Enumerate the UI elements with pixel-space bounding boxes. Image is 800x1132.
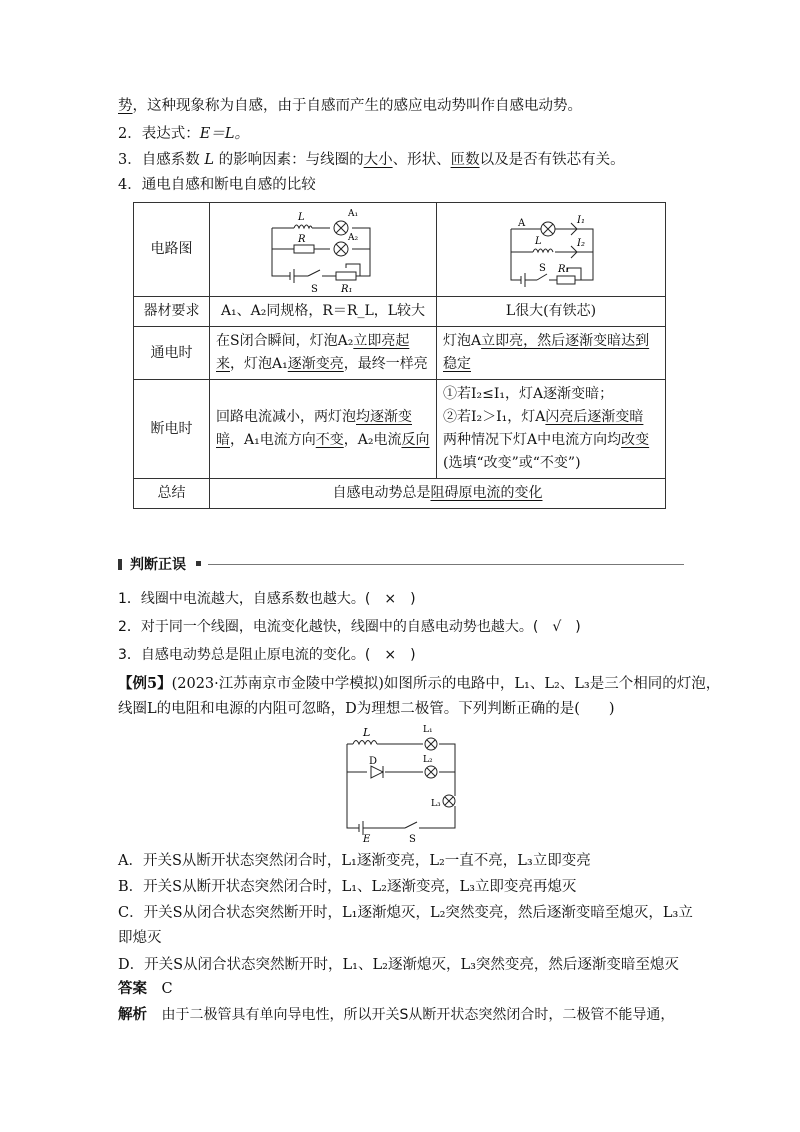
underlined-text: 均逐渐变暗 <box>216 409 412 448</box>
underlined-text: 立即亮，然后逐渐变暗达到稳定 <box>443 333 650 372</box>
text: ①若I₂≤I₁，灯A逐渐变暗； <box>443 386 614 402</box>
text: 4．通电自感和断电自感的比较 <box>118 177 316 193</box>
text: 自感电动势总是 <box>332 485 431 501</box>
underlined-text: 势 <box>118 98 133 114</box>
formula: E＝L。 <box>199 126 249 142</box>
judge-item-2: 2．对于同一个线圈，电流变化越快，线圈中的自感电动势也越大。( √ ) <box>118 619 581 635</box>
circuit-diagram-1 <box>210 204 436 296</box>
text: (选填“改变”或“不变”) <box>443 455 581 471</box>
comparison-table <box>133 202 666 509</box>
text: 回路电流减小，两灯泡 <box>216 409 356 425</box>
text: ，A₂电流 <box>343 432 402 448</box>
text: 2．表达式： <box>118 126 200 142</box>
diode <box>371 766 383 778</box>
analysis-label: 解析 <box>118 1007 147 1023</box>
underlined-text: 大小 <box>363 152 393 168</box>
label-S: S <box>539 262 546 274</box>
req-left: A₁、A₂同规格，R＝R_L，L较大 <box>210 297 437 327</box>
label-L2: L₂ <box>423 755 433 765</box>
table-row <box>134 203 666 297</box>
answer-line <box>118 979 173 999</box>
off-right <box>437 380 666 479</box>
label-A: A <box>518 217 526 229</box>
underlined-text: 阻碍原电流的变化 <box>430 485 543 501</box>
example-source: (2023·江苏南京市金陵中学模拟) <box>171 676 384 692</box>
req-right: L很大(有铁芯) <box>437 297 666 327</box>
rheostat <box>336 272 356 280</box>
text: ，最终一样亮 <box>343 356 428 372</box>
resistor-r <box>294 245 314 253</box>
heading-bar-icon <box>118 559 122 570</box>
option-d: D．开关S从闭合状态突然断开时，L₁、L₂逐渐熄灭，L₃突然变亮，然后逐渐变暗至熄灭 <box>118 957 679 973</box>
text: 以及是否有铁芯有关。 <box>479 152 625 168</box>
section-title: 判断正误 <box>130 557 186 573</box>
example-line-1 <box>118 674 720 694</box>
circuit-diagram-cell <box>437 203 666 297</box>
intro-item-2 <box>118 124 249 144</box>
rheostat <box>557 276 575 284</box>
label-L3: L₃ <box>431 799 441 809</box>
label-L: L <box>535 235 542 247</box>
label-R: R <box>298 233 306 245</box>
analysis-line <box>118 1005 674 1025</box>
circuit-diagram-2 <box>437 204 665 296</box>
divider <box>208 564 684 565</box>
battery <box>290 269 294 283</box>
symbol: L <box>204 152 214 168</box>
on-right <box>437 327 666 380</box>
intro-line-1 <box>118 96 582 116</box>
table-row <box>134 327 666 380</box>
text: 的影响因素：与线圈的 <box>218 152 364 168</box>
judge-item-1: 1．线圈中电流越大，自感系数也越大。( × ) <box>118 591 416 607</box>
intro-item-3 <box>118 150 625 170</box>
underlined-text: 改变 <box>621 432 650 448</box>
example-tag: 【例5】 <box>118 675 172 692</box>
example-line-2: 线圈L的电阻和电源的内阻可忽略，D为理想二极管。下列判断正确的是( ) <box>118 701 615 717</box>
analysis-text: 由于二极管具有单向导电性，所以开关S从断开状态突然闭合时，二极管不能导通， <box>161 1007 675 1023</box>
text: ，A₁电流方向 <box>230 432 316 448</box>
label-R1: R₁ <box>341 283 353 295</box>
text-line <box>443 406 659 429</box>
label-S: S <box>311 283 318 295</box>
label-E: E <box>363 834 371 844</box>
text-line <box>443 429 659 452</box>
text: 3．自感系数 <box>118 152 200 168</box>
text: ②若I₂＞I₁，灯A <box>443 409 546 425</box>
text: 在S闭合瞬间，灯泡A₂ <box>216 333 354 349</box>
answer-value: C <box>161 981 173 997</box>
text: ，这种现象称为自感，由于自感而产生的感应电动势叫作自感电动势。 <box>132 98 582 114</box>
option-c-continued: 即熄灭 <box>118 930 162 946</box>
label-S: S <box>409 834 416 844</box>
battery <box>359 821 363 835</box>
example-circuit-diagram <box>335 722 465 844</box>
text: 两种情况下灯A中电流方向均 <box>443 432 622 448</box>
label-D: D <box>369 756 378 767</box>
off-left <box>210 380 437 479</box>
text: 如图所示的电路中，L₁、L₂、L₃是三个相同的灯泡， <box>383 676 721 692</box>
text: 、形状、 <box>392 152 451 168</box>
on-left <box>210 327 437 380</box>
label-L1: L₁ <box>423 725 433 735</box>
square-bullet-icon <box>196 561 201 566</box>
label-I1: I₁ <box>577 214 585 226</box>
option-b: B．开关S从断开状态突然闭合时，L₁、L₂逐渐变亮，L₃立即变亮再熄灭 <box>118 879 577 895</box>
label-L: L <box>298 211 305 223</box>
row-header: 器材要求 <box>134 297 210 327</box>
row-header: 通电时 <box>134 327 210 380</box>
row-header: 断电时 <box>134 380 210 479</box>
circuit-diagram-cell <box>210 203 437 297</box>
summary <box>210 479 666 509</box>
battery <box>521 273 525 287</box>
inductor-coil <box>294 225 312 228</box>
section-heading <box>118 554 684 574</box>
option-c: C．开关S从闭合状态突然断开时，L₁逐渐熄灭，L₂突然变亮，然后逐渐变暗至熄灭，L₃立 <box>118 905 693 921</box>
intro-item-4 <box>118 175 316 195</box>
row-header: 电路图 <box>134 203 210 297</box>
underlined-text: 匝数 <box>450 152 480 168</box>
label-A2: A₂ <box>348 232 359 243</box>
option-a: A．开关S从断开状态突然闭合时，L₁逐渐变亮，L₂一直不亮，L₃立即变亮 <box>118 853 591 869</box>
label-L: L <box>363 726 371 739</box>
underlined-text: 反向 <box>401 432 430 448</box>
text: 灯泡A <box>443 333 482 349</box>
underlined-text: 闪亮后逐渐变暗 <box>545 409 644 425</box>
label-R1: R₁ <box>558 263 570 275</box>
underlined-text: 逐渐变亮 <box>287 356 344 372</box>
inductor-coil <box>353 741 377 745</box>
text: ，灯泡A₁ <box>230 356 288 372</box>
underlined-text: 立即亮起来 <box>216 333 410 372</box>
label-I2: I₂ <box>577 237 585 249</box>
label-A1: A₁ <box>348 208 359 219</box>
table-row <box>134 380 666 479</box>
row-header: 总结 <box>134 479 210 509</box>
judge-item-3: 3．自感电动势总是阻止原电流的变化。( × ) <box>118 647 416 663</box>
inductor-coil <box>533 249 553 252</box>
answer-label: 答案 <box>118 981 147 997</box>
underlined-text: 不变 <box>315 432 344 448</box>
table-row <box>134 479 666 509</box>
table-row <box>134 297 666 327</box>
